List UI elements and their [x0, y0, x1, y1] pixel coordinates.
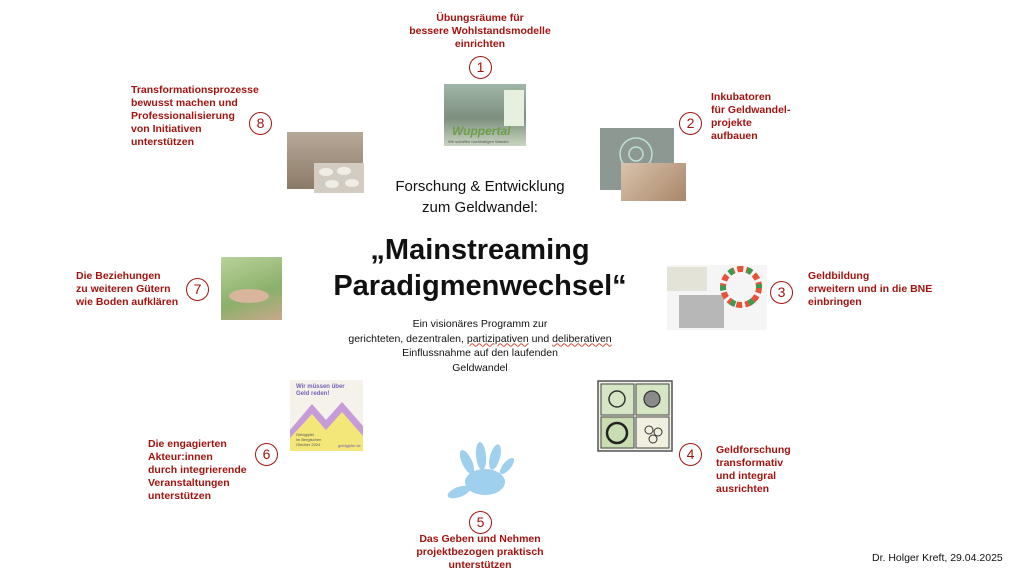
item-8-line-1: Transformationsprozesse — [131, 84, 259, 96]
item-7-line-3: wie Boden aufklären — [76, 296, 179, 308]
item-2-image-front — [621, 163, 686, 201]
item-5-label — [395, 533, 565, 572]
item-3-line-1: Geldbildung — [808, 270, 870, 282]
item-6-number: 6 — [255, 443, 278, 466]
item-6-line-5: unterstützen — [148, 490, 211, 502]
main-title-line-2: Paradigmenwechsel“ — [333, 270, 627, 302]
item-1-label — [395, 12, 565, 51]
item-2-number: 2 — [679, 112, 702, 135]
item-6-line-2: Akteur:innen — [148, 451, 213, 463]
item-1-line-3: einrichten — [454, 38, 506, 50]
item-1-image-panel — [504, 90, 524, 126]
item-1-line-1: Übungsräume für — [436, 12, 524, 24]
item-6-image-detail-3: Oktober 2024 — [296, 442, 321, 447]
research-line-1: Forschung & Entwicklung — [395, 178, 565, 195]
item-6-line-4: Veranstaltungen — [148, 477, 230, 489]
item-8-label — [131, 84, 261, 149]
item-3-line-3: einbringen — [808, 296, 862, 308]
hand-print-icon — [445, 442, 519, 504]
item-1-image-caption: Wir schaffen nachhaltigen Wandel — [448, 139, 509, 144]
item-5-line-2: projektbezogen praktisch — [416, 546, 544, 558]
item-7-image — [221, 257, 282, 320]
item-3-image-sdg-wheel — [667, 265, 767, 330]
item-8-line-2: bewusst machen und — [131, 97, 238, 109]
item-1-image — [444, 84, 526, 146]
item-8-line-3: Professionalisierung — [131, 110, 235, 122]
description-line-1: Ein visionäres Programm zur — [412, 318, 548, 330]
item-4-line-1: Geldforschung — [716, 444, 791, 456]
item-8-line-4: von Initiativen — [131, 123, 202, 135]
item-2-line-1: Inkubatoren — [711, 91, 772, 103]
description-line-2-a: gerichteten, dezentralen, — [348, 332, 467, 345]
item-7-image-hand — [229, 289, 269, 303]
item-6-image-detail-2: im Bergischen — [296, 437, 322, 442]
item-4-line-3: und integral — [716, 470, 777, 482]
item-6-image-heading-line-1: Wir müssen über — [296, 384, 345, 390]
item-6-image-detail-1: Geldgipfel — [296, 432, 315, 437]
item-6-image — [290, 380, 363, 451]
item-4-line-2: transformativ — [716, 457, 784, 469]
item-5-line-1: Das Geben und Nehmen — [419, 533, 541, 545]
item-4-number: 4 — [679, 443, 702, 466]
item-3-number: 3 — [770, 281, 793, 304]
item-8-line-5: unterstützen — [131, 136, 194, 148]
item-3-label — [808, 270, 968, 309]
research-line-2: zum Geldwandel: — [422, 199, 538, 216]
description-line-3: Einflussnahme auf den laufenden — [402, 347, 558, 359]
description-line-2-b: partizipativen — [466, 332, 529, 345]
item-3-line-2: erweitern und in die BNE — [808, 283, 933, 295]
item-7-line-2: zu weiteren Gütern — [76, 283, 171, 295]
item-7-label — [76, 270, 191, 309]
description-line-2-c: und — [528, 332, 553, 345]
item-3-image — [667, 265, 767, 330]
item-6-image-heading — [296, 384, 345, 398]
description-line-4: Geldwandel — [452, 361, 508, 374]
description-line-2 — [320, 332, 640, 347]
item-5-number: 5 — [469, 511, 492, 534]
item-7-line-1: Die Beziehungen — [76, 270, 161, 282]
item-1-line-2: bessere Wohlstandsmodelle — [409, 25, 551, 37]
item-4-image-quadrants — [597, 380, 673, 452]
program-description — [320, 317, 640, 375]
item-4-label — [716, 444, 836, 496]
item-1-image-logo: Wuppertal — [452, 124, 511, 138]
item-1-number: 1 — [469, 56, 492, 79]
item-5-image — [445, 442, 519, 504]
item-6-image-details — [296, 432, 321, 447]
item-6-line-1: Die engagierten — [148, 438, 227, 450]
item-5-line-3: unterstützen — [448, 559, 512, 571]
item-8-number: 8 — [249, 112, 272, 135]
item-6-image-heading-line-2: Geld reden! — [296, 391, 330, 397]
item-6-line-3: durch integrierende — [148, 464, 247, 476]
item-4-line-4: ausrichten — [716, 483, 770, 495]
main-title — [300, 232, 660, 304]
item-2-line-3: projekte — [711, 117, 752, 129]
author-date: Dr. Holger Kreft, 29.04.2025 — [872, 552, 1003, 564]
item-2-label — [711, 91, 821, 143]
item-8-image-tables — [314, 163, 364, 193]
item-2-line-2: für Geldwandel- — [711, 104, 791, 116]
item-7-number: 7 — [186, 278, 209, 301]
item-4-image — [597, 380, 673, 452]
item-2-line-4: aufbauen — [711, 130, 758, 142]
main-title-line-1: „Mainstreaming — [370, 234, 590, 266]
item-6-label — [148, 438, 258, 503]
item-6-image-url: geldgipfel.de — [338, 443, 361, 448]
research-heading — [330, 176, 630, 218]
item-8-image-front — [314, 163, 364, 193]
description-line-2-d: deliberativen — [552, 332, 612, 345]
